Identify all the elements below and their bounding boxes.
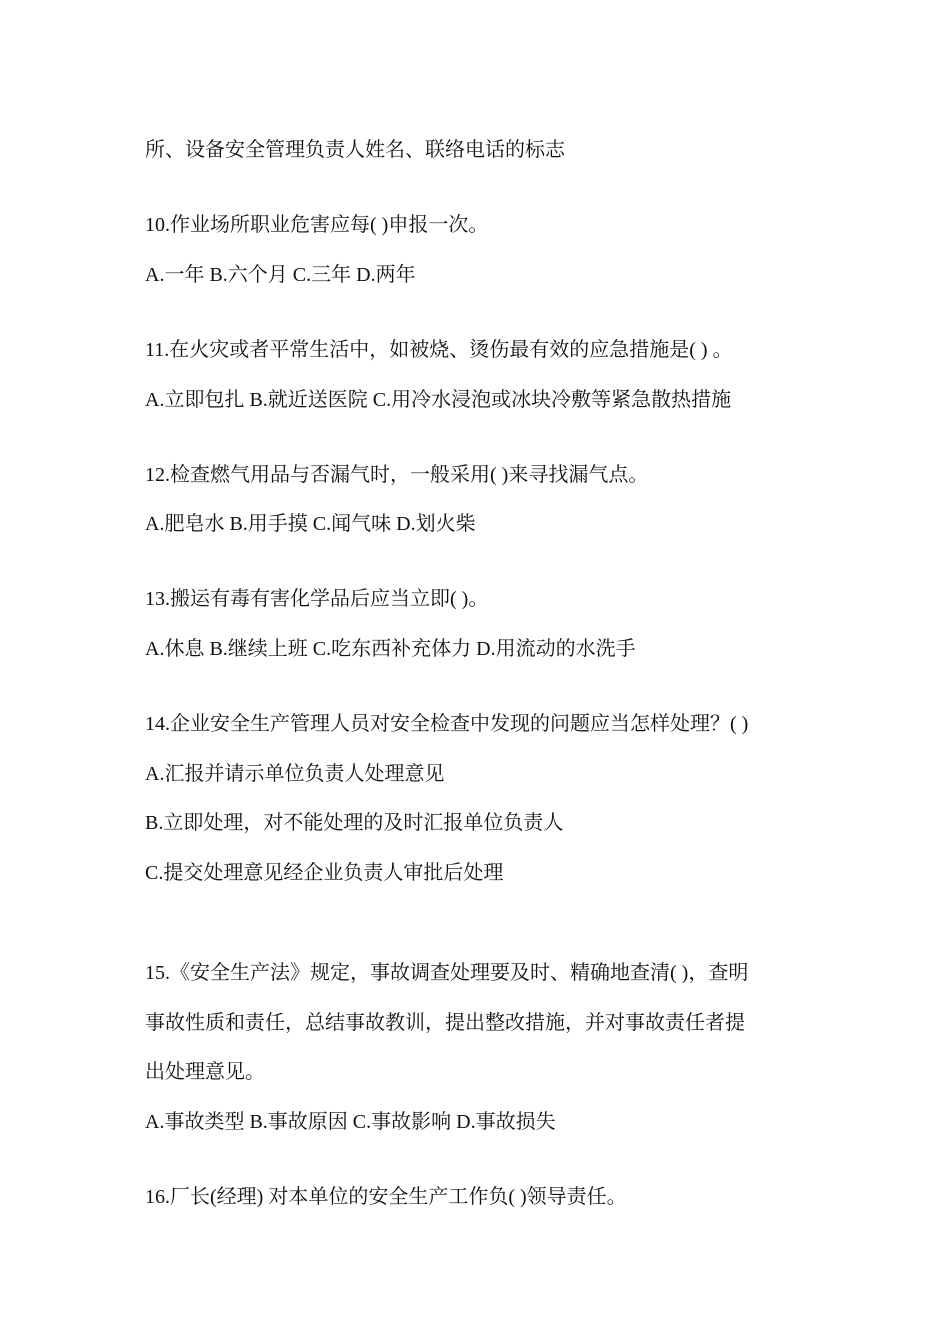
question-11-options: A.立即包扎 B.就近送医院 C.用冷水浸泡或冰块冷敷等紧急散热措施 xyxy=(145,389,732,411)
question-11: 11.在火灾或者平常生活中，如被烧、烫伤最有效的应急措施是( ) 。 xyxy=(145,339,733,361)
question-13: 13.搬运有毒有害化学品后应当立即( )。 xyxy=(145,588,489,610)
question-10-options: A.一年 B.六个月 C.三年 D.两年 xyxy=(145,264,416,286)
question-14-option-c: C.提交处理意见经企业负责人审批后处理 xyxy=(145,862,504,884)
question-15-line-3: 出处理意见。 xyxy=(145,1061,265,1083)
question-16: 16.厂长(经理) 对本单位的安全生产工作负( )领导责任。 xyxy=(145,1186,627,1208)
text-line-1: 所、设备安全管理负责人姓名、联络电话的标志 xyxy=(145,139,565,161)
question-10: 10.作业场所职业危害应每( )申报一次。 xyxy=(145,214,489,236)
question-13-options: A.休息 B.继续上班 C.吃东西补充体力 D.用流动的水洗手 xyxy=(145,638,636,660)
question-15-line-2: 事故性质和责任，总结事故教训，提出整改措施，并对事故责任者提 xyxy=(145,1012,745,1034)
question-12: 12.检查燃气用品与否漏气时，一般采用( )来寻找漏气点。 xyxy=(145,464,649,486)
question-15-line-1: 15.《安全生产法》规定，事故调查处理要及时、精确地查清( )，查明 xyxy=(145,962,749,984)
question-15-options: A.事故类型 B.事故原因 C.事故影响 D.事故损失 xyxy=(145,1111,556,1133)
question-14-option-a: A.汇报并请示单位负责人处理意见 xyxy=(145,763,445,785)
question-12-options: A.肥皂水 B.用手摸 C.闻气味 D.划火柴 xyxy=(145,513,476,535)
question-14-option-b: B.立即处理，对不能处理的及时汇报单位负责人 xyxy=(145,812,564,834)
question-14: 14.企业安全生产管理人员对安全检查中发现的问题应当怎样处理？( ) xyxy=(145,713,749,735)
